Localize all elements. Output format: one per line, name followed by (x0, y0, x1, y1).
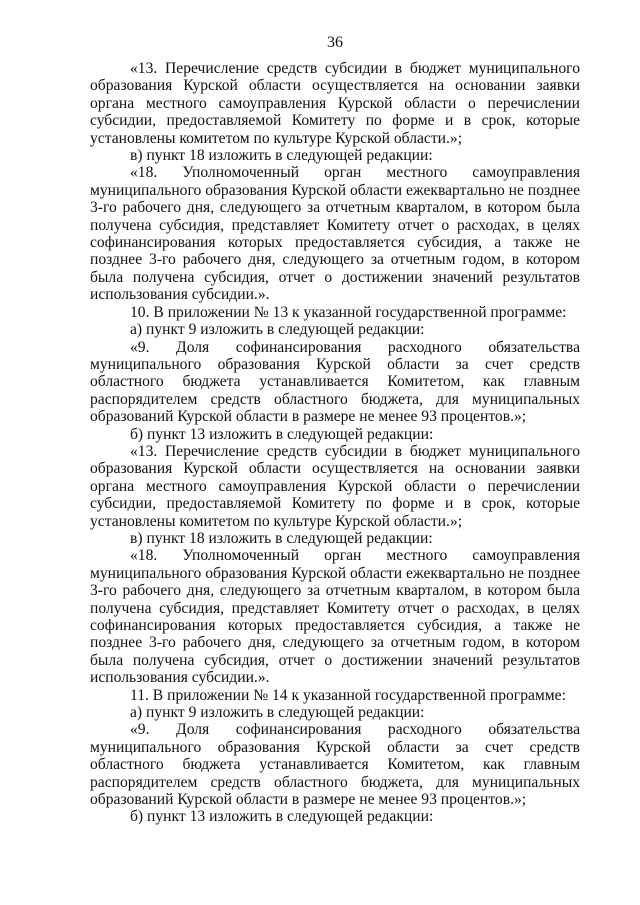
paragraph-14: б) пункт 13 изложить в следующей редакции: (130, 808, 434, 826)
paragraph-6: «9. Доля софинансирования расходного обязательства муниципального образования Курской области за счет средств областного бюджета устанавливается Комитетом, как главным распорядителем средств областного бюджета, для муниципальных образований Курской области в размере не менее 93 процентов.»; (90, 338, 580, 426)
paragraph-1: «13. Перечисление средств субсидии в бюджет муниципального образования Курской области осуществляется на основании заявки органа местного самоуправления Курской области о перечислении субсидии, предоставляемой Комитету по форме и в срок, которые установлены комитетом по культуре Курской области.»; (90, 60, 580, 147)
paragraph-11: 11. В приложении № 14 к указанной государственной программе: (130, 686, 566, 704)
paragraph-5: а) пункт 9 изложить в следующей редакции: (130, 321, 425, 339)
paragraph-7: б) пункт 13 изложить в следующей редакции: (130, 425, 434, 443)
paragraph-8: «13. Перечисление средств субсидии в бюджет муниципального образования Курской области осуществляется на основании заявки органа местного самоуправления Курской области о перечислении субсидии, предоставляемой Комитету по форме и в срок, которые установлены комитетом по культуре Курской области.»; (90, 442, 580, 530)
paragraph-2: в) пункт 18 изложить в следующей редакции: (130, 147, 433, 165)
paragraph-4: 10. В приложении № 13 к указанной государственной программе: (130, 303, 567, 321)
page-number: 36 (327, 34, 343, 51)
document-page (90, 34, 580, 826)
paragraph-12: а) пункт 9 изложить в следующей редакции: (130, 704, 425, 722)
paragraph-9: в) пункт 18 изложить в следующей редакции: (130, 529, 433, 547)
paragraph-13: «9. Доля софинансирования расходного обязательства муниципального образования Курской области за счет средств областного бюджета устанавливается Комитетом, как главным распорядителем средств областного бюджета, для муниципальных образований Курской области в размере не менее 93 процентов.»; (90, 721, 580, 809)
paragraph-3: «18. Уполномоченный орган местного самоуправления муниципального образования Курской области ежеквартально не позднее 3-го рабочего дня, следующего за отчетным кварталом, в котором была получена субсидия, представляет Комитету отчет о расходах, в целях софинансирования которых предоставляется субсидия, а также не позднее 3-го рабочего дня, следующего за отчетным годом, в котором была получена субсидия, отчет о достижении значений результатов использования субсидии.». (90, 164, 580, 304)
paragraph-10: «18. Уполномоченный орган местного самоуправления муниципального образования Курской области ежеквартально не позднее 3-го рабочего дня, следующего за отчетным кварталом, в котором была получена субсидия, представляет Комитету отчет о расходах, в целях софинансирования которых предоставляется субсидия, а также не позднее 3-го рабочего дня, следующего за отчетным годом, в котором была получена субсидия, отчет о достижении значений результатов использования субсидии.». (90, 547, 580, 687)
